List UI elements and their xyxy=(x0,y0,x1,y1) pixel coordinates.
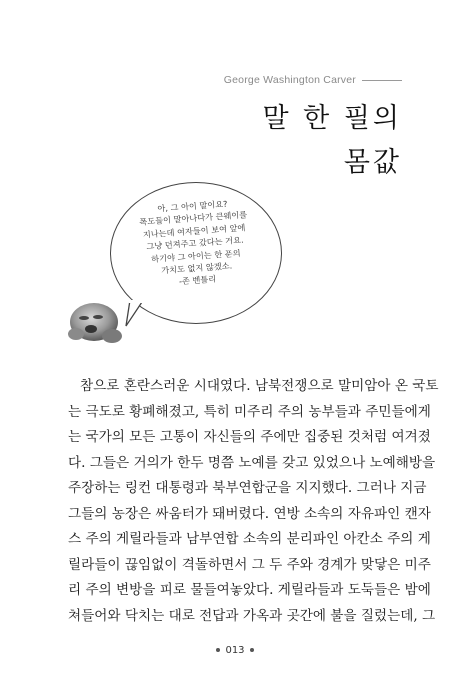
bubble-line: 가치도 없지 않겠소. xyxy=(160,260,233,276)
body-line: 릴라들이 끊임없이 격돌하면서 그 두 주와 경계가 맞닿은 미주 xyxy=(68,556,431,573)
chapter-title-line-1: 말 한 필의 xyxy=(262,103,402,134)
bubble-line: 그냥 던져주고 갔다는 거요. xyxy=(146,234,244,252)
bubble-line: 폭도들이 말아나다가 큰웨이를 xyxy=(139,209,248,228)
baby-illustration xyxy=(64,296,128,346)
eyebrow-rule xyxy=(362,80,402,81)
body-line: 는 국가의 모든 고통이 자신들의 주에만 집중된 것처럼 여겨졌 xyxy=(68,429,431,445)
body-line: 스 주의 게릴라들과 남부연합 소속의 분리파인 아칸소 주의 게 xyxy=(68,531,431,547)
page-number-footer xyxy=(0,645,470,656)
body-line: 리 주의 변방을 피로 물들여놓았다. 게릴라들과 도둑들은 밤에 xyxy=(68,582,431,598)
body-line: 쳐들어와 닥치는 대로 전답과 가옥과 곳간에 불을 질렀는데, 그 xyxy=(68,607,436,624)
bullet-dot-right xyxy=(250,648,254,652)
body-line: 는 극도로 황폐해졌고, 특히 미주리 주의 농부들과 주민들에게 xyxy=(68,403,431,420)
chapter-eyebrow xyxy=(224,74,402,86)
bubble-line: 지나는데 여자들이 보여 앞에 xyxy=(142,222,246,240)
bubble-attribution: -존 벤틀리 xyxy=(178,274,217,287)
body-line: 주장하는 링컨 대통령과 북부연합군을 지지했다. 그러나 지금 xyxy=(68,480,427,496)
bullet-dot-left xyxy=(216,648,220,652)
bubble-line: 아, 그 아이 말이요? xyxy=(157,198,228,214)
body-line: 그들의 농장은 싸움터가 돼버렸다. 연방 소속의 자유파인 캔자 xyxy=(68,505,431,522)
speech-bubble-text xyxy=(119,195,271,292)
body-line: 참으로 혼란스러운 시대였다. 남북전쟁으로 말미암아 온 국토 xyxy=(80,378,439,394)
chapter-title-line-2: 몸값 xyxy=(343,147,402,178)
bubble-line: 하기야 그 아이는 한 푼의 xyxy=(150,247,241,264)
body-paragraph xyxy=(68,374,439,629)
eyebrow-text: George Washington Carver xyxy=(223,74,356,86)
body-line: 다. 그들은 거의가 한두 명쯤 노예를 갖고 있었으나 노예해방을 xyxy=(68,454,436,471)
page-number: 013 xyxy=(225,645,245,656)
